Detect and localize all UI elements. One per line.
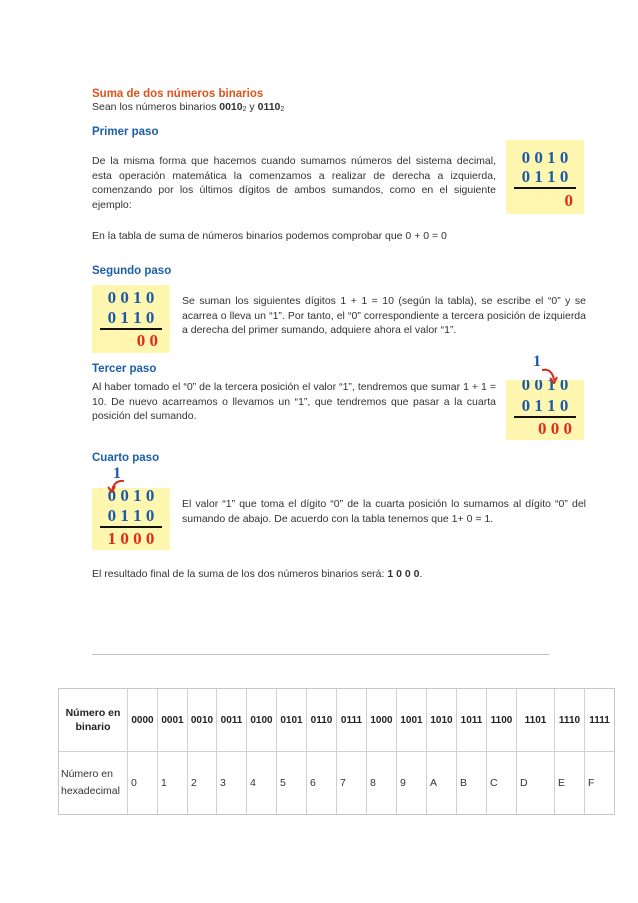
conclusion — [92, 568, 422, 580]
fig3-carry-digit: 1 — [533, 353, 541, 370]
fig4-sum-line — [100, 526, 162, 528]
binary-cell: 1100 — [487, 689, 517, 752]
fig3-row2: 0 1 1 0 — [521, 396, 569, 415]
conclusion-prefix: El resultado final de la suma de los dos números binarios será: — [92, 568, 388, 580]
hex-cell: 9 — [397, 752, 427, 814]
intro-sub1: 2 — [242, 106, 247, 113]
intro-sub2: 2 — [280, 106, 285, 113]
table-row-hex — [59, 752, 614, 814]
binary-cell: 1111 — [585, 689, 614, 752]
fig4-row2: 0 1 1 0 — [107, 506, 155, 525]
fig1-sum-line — [514, 187, 576, 189]
binary-hex-table — [58, 688, 615, 815]
hex-cell: 7 — [337, 752, 367, 814]
intro-line — [92, 101, 284, 113]
step3-title: Tercer paso — [92, 363, 157, 375]
binary-cell: 0000 — [128, 689, 158, 752]
hex-cell: 6 — [307, 752, 337, 814]
divider — [92, 654, 549, 655]
hex-cell: 4 — [247, 752, 277, 814]
binary-cell: 1101 — [517, 689, 555, 752]
step4-title: Cuarto paso — [92, 452, 160, 464]
hex-cell: 5 — [277, 752, 307, 814]
binary-cell: 1001 — [397, 689, 427, 752]
binary-cell: 1110 — [555, 689, 585, 752]
carry-arrow-icon — [542, 370, 554, 380]
step1-text: De la misma forma que hacemos cuando sumamos números del sistema decimal, esta operación matemática la comenzamos a realizar de derecha a izquierda, comenzando por los últimos dígitos de ambos sumandos, como en el siguiente ejemplo: — [92, 155, 496, 211]
binary-cell: 0011 — [217, 689, 247, 752]
binary-cell: 1011 — [457, 689, 487, 752]
fig2-row2: 0 1 1 0 — [107, 308, 155, 327]
fig4-carry — [104, 465, 144, 493]
step2-text: Se suman los siguientes dígitos 1 + 1 = 10 (según la tabla), se escribe el “0” y se acarrea o lleva un “1”. Por tanto, el “0” correspondiente a tercera posición de izquierda a derecha del primer sumando, adquiere ahora el valor “1”. — [182, 295, 586, 336]
binary-cell: 0001 — [158, 689, 188, 752]
step4-figure — [92, 488, 170, 550]
fig4-carry-digit: 1 — [113, 465, 121, 482]
conclusion-value: 1 0 0 0 — [387, 568, 420, 580]
intro-num1: 0010 — [219, 101, 243, 113]
step3-figure — [506, 380, 584, 440]
step1-title: Primer paso — [92, 126, 159, 138]
fig1-result: 0 — [564, 191, 573, 210]
hex-cell: A — [427, 752, 457, 814]
fig3-row1: 0 0 1 0 — [521, 380, 569, 394]
hex-cell: D — [517, 752, 555, 814]
hex-cell: 3 — [217, 752, 247, 814]
hex-cell: 1 — [158, 752, 188, 814]
binary-cell: 0111 — [337, 689, 367, 752]
hex-cell: B — [457, 752, 487, 814]
step3-text: Al haber tomado el “0” de la tercera posición el valor “1”, tendremos que sumar 1 + 1 = 10. De nuevo acarreamos o llevamos un “1”, que tendremos que pasar a la cuarta posición del sumando. — [92, 381, 496, 422]
hex-cell: E — [555, 752, 585, 814]
step4-text: El valor “1” que toma el dígito “0” de la cuarta posición lo sumamos al dígito “0” del sumando de abajo. De acuerdo con la tabla tenemos que 1+ 0 = 1. — [182, 498, 586, 525]
fig1-row2: 0 1 1 0 — [521, 167, 569, 186]
hex-cell: 2 — [188, 752, 217, 814]
binary-cell: 0100 — [247, 689, 277, 752]
fig4-row1: 0 0 1 0 — [107, 488, 155, 505]
fig1-row1: 0 0 1 0 — [521, 148, 569, 167]
fig2-sum-line — [100, 328, 162, 330]
binary-cell: 1000 — [367, 689, 397, 752]
step2-title: Segundo paso — [92, 265, 172, 277]
binary-cell: 0110 — [307, 689, 337, 752]
binary-cell: 0010 — [188, 689, 217, 752]
table-row-binary — [59, 689, 614, 752]
binary-cell: 0101 — [277, 689, 307, 752]
hex-cell: 0 — [128, 752, 158, 814]
step1-figure — [506, 140, 584, 214]
conclusion-suffix: . — [419, 568, 423, 580]
intro-prefix: Sean los números binarios — [92, 101, 220, 113]
fig3-result: 0 0 0 — [538, 419, 572, 438]
hex-header: Número en hexadecimal — [59, 752, 128, 814]
fig3-carry — [520, 352, 560, 384]
fig2-row1: 0 0 1 0 — [107, 288, 155, 307]
step1-note: En la tabla de suma de números binarios podemos comprobar que 0 + 0 = 0 — [92, 230, 447, 242]
intro-num2: 0110 — [257, 101, 281, 113]
binary-cell: 1010 — [427, 689, 457, 752]
hex-cell: F — [588, 777, 595, 789]
hex-cell: C — [487, 752, 517, 814]
fig2-result: 0 0 — [136, 331, 158, 350]
intro-mid: y — [246, 101, 258, 113]
fig4-result: 1 0 0 0 — [107, 529, 155, 548]
binary-header: Número en binario — [59, 689, 128, 752]
fig3-sum-line — [514, 416, 576, 418]
page-title: Suma de dos números binarios — [92, 88, 264, 100]
hex-cell: 8 — [367, 752, 397, 814]
step2-figure — [92, 285, 170, 353]
